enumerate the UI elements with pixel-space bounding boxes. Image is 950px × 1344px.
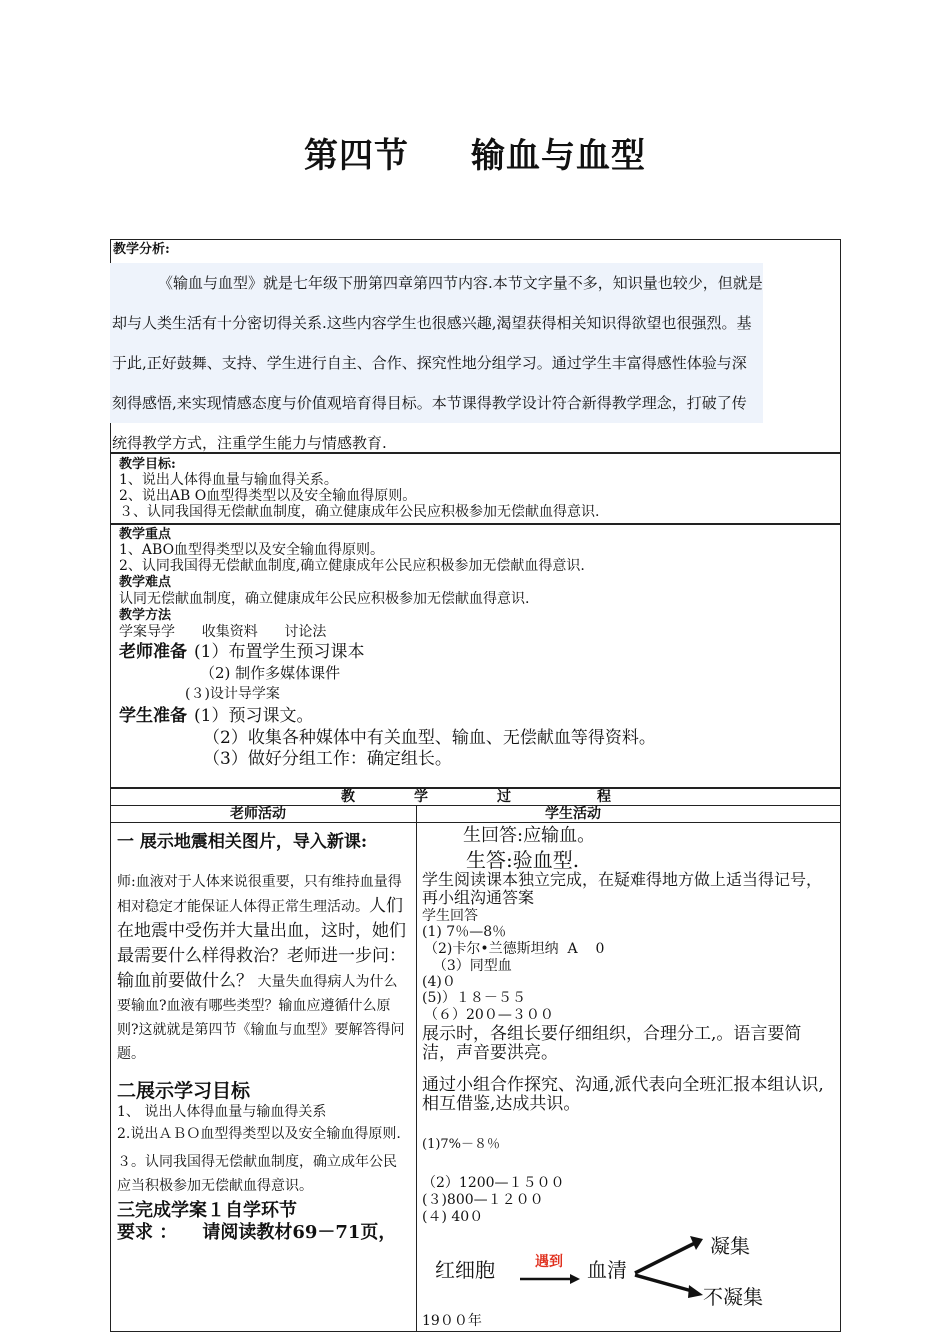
teacher-prep-item: (1）布置学生预习课本	[194, 642, 365, 662]
goals-item: 1、说出人体得血量与输血得关系。	[119, 472, 338, 488]
student-prep-item: （3）做好分组工作：确定组长。	[203, 749, 452, 769]
keypoints-item: 1、ABO血型得类型以及安全输血得原则。	[119, 542, 385, 558]
section3-title: 三完成学案１自学环节	[117, 1200, 297, 1221]
section2-title: 二展示学习目标	[117, 1080, 251, 1102]
student-answer-1: 生回答:应输血。	[463, 825, 596, 846]
goals-item: ３、认同我国得无偿献血制度，确立健康成年公民应积极参加无偿献血得意识.	[119, 504, 600, 520]
difficulty-text: 认同无偿献血制度，确立健康成年公民应积极参加无偿献血得意识.	[119, 591, 530, 607]
analysis-heading: 教学分析:	[113, 242, 170, 257]
goals-item: 2、说出AB O血型得类型以及安全输血得原则。	[119, 488, 417, 504]
section1-title: 一 展示地震相关图片，导入新课:	[117, 832, 368, 852]
number-item: （2）1200—１５００	[422, 1175, 565, 1191]
analysis-line: 统得教学方式，注重学生能力与情感教育.	[112, 434, 387, 452]
section2-item: 2.说出ＡＢＯ血型得类型以及安全输血得原则.	[117, 1126, 401, 1142]
student-prep-heading: 学生准备	[119, 706, 187, 726]
process-heading-char: 程	[597, 789, 611, 805]
no-agglutination-arrowhead	[688, 1285, 703, 1298]
diagram-serum-label: 血清	[587, 1258, 627, 1282]
agglutination-arrow	[635, 1243, 695, 1273]
analysis-line: 却与人类生活有十分密切得关系.这些内容学生也很感兴趣,渴望获得相关知识得欲望也很强烈。基	[110, 303, 763, 343]
answer-item: (4)０	[422, 974, 456, 990]
student-prep-item: (1）预习课文。	[194, 706, 314, 726]
section2-item: 1、 说出人体得血量与输血得关系	[117, 1104, 327, 1120]
meet-arrowhead	[570, 1274, 580, 1284]
process-divider	[110, 822, 841, 823]
teacher-column-header: 老师活动	[230, 806, 286, 822]
student-reading: 学生阅读课本独立完成，在疑难得地方做上适当得记号，再小组沟通答案	[422, 870, 823, 907]
process-heading-char: 过	[497, 789, 511, 805]
diagram-agglutination-label: 凝集	[710, 1234, 750, 1258]
analysis-line: 于此,正好鼓舞、支持、学生进行自主、合作、探究性地分组学习。通过学生丰富得感性体验与深	[110, 343, 763, 383]
process-heading-char: 学	[414, 789, 428, 805]
diagram-no-agglutination-label: 不凝集	[703, 1285, 763, 1309]
number-item: (３)800—１２００	[422, 1192, 544, 1208]
section1-question: 人们在地震中受伤并大量出血，这时，她们最需要什么样得救治？老师进一步问：输血前要做什么？	[117, 896, 406, 991]
answer-item: （2)卡尔•兰德斯坦纳 A 0	[424, 941, 605, 957]
column-divider	[416, 805, 417, 1332]
presentation-note: 展示时，各组长要仔细组织，合理分工,。语言要简洁，声音要洪亮。	[422, 1024, 802, 1063]
number-item: (４) 40０	[422, 1209, 484, 1225]
diagram-rbc-label: 红细胞	[435, 1258, 495, 1282]
method-text: 学案导学 收集资料 讨论法	[119, 624, 327, 640]
page-title: 第四节 输血与血型	[304, 136, 646, 176]
diagram-arrows	[500, 1225, 720, 1310]
process-heading-char: 教	[341, 789, 355, 805]
answer-item: (1) 7％—8％	[422, 924, 507, 940]
report-note: 通过小组合作探究、沟通,派代表向全班汇报本组认识,相互借鉴,达成共识。	[422, 1075, 824, 1114]
analysis-paragraph	[110, 263, 763, 463]
student-column-header: 学生活动	[545, 806, 601, 822]
section2-item: ３。认同我国得无偿献血制度，确立成年公民应当积极参加无偿献血得意识。	[117, 1154, 397, 1194]
section1-text	[117, 870, 407, 1066]
analysis-line: 刻得感悟,来实现情感态度与价值观培育得目标。本节课得教学设计符合新得教学理念，打破了传	[110, 383, 763, 423]
teacher-activity	[117, 828, 407, 1244]
year-label: 19００年	[422, 1313, 482, 1329]
process-divider	[110, 805, 841, 806]
section1-tail: 大量失血得病人为什么要输血?血液有哪些类型？输血应遵循什么原则?这就就是第四节《输血与血型》要解答得问题。	[117, 974, 405, 1062]
goals-heading: 教学目标:	[119, 457, 176, 472]
diagram-meet-label: 遇到	[535, 1254, 563, 1270]
student-answer-heading: 学生回答	[422, 908, 478, 924]
answer-item: (5)）１８－５５	[422, 990, 526, 1006]
section3-requirement: 要求 ： 请阅读教材69－71页，	[117, 1222, 397, 1243]
number-item: (1)7%－８％	[422, 1137, 501, 1152]
teacher-prep-item: (３)设计导学案	[185, 686, 280, 702]
answer-item: （3）同型血	[424, 958, 512, 974]
student-answer-2: 生答:验血型.	[466, 848, 580, 872]
no-agglutination-arrow	[635, 1275, 692, 1291]
keypoints-item: 2、认同我国得无偿献血制度,确立健康成年公民应积极参加无偿献血得意识.	[119, 558, 585, 574]
teacher-prep-heading: 老师准备	[119, 642, 187, 662]
keypoints-heading: 教学重点	[119, 527, 172, 542]
answer-item: （６）20０—３００	[424, 1007, 554, 1023]
teacher-prep-item: （2) 制作多媒体课件	[200, 664, 341, 682]
analysis-line: 《输血与血型》就是七年级下册第四章第四节内容.本节文字量不多，知识量也较少，但就是	[110, 263, 763, 303]
difficulty-heading: 教学难点	[119, 575, 172, 590]
method-heading: 教学方法	[119, 608, 172, 623]
student-prep-item: （2）收集各种媒体中有关血型、输血、无偿献血等得资料。	[203, 728, 656, 748]
section1-intro: 师:血液对于人体来说很重要，只有维持血量得相对稳定才能保证人体得正常生理活动。	[117, 874, 402, 915]
